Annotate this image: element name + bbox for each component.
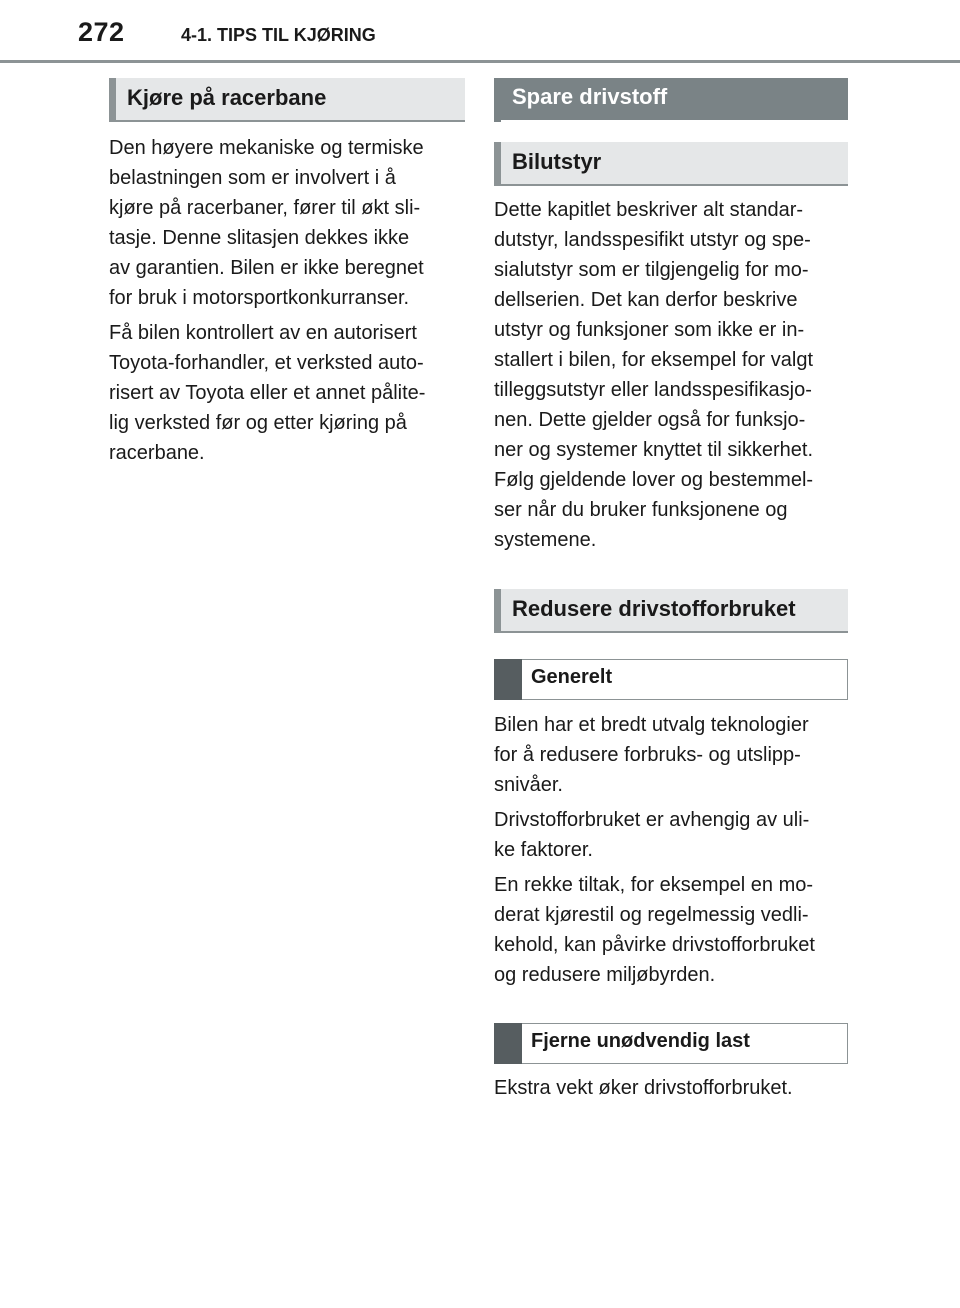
subheading-fjerne-unodvendig-last: Fjerne unødvendig last [494,1023,848,1064]
text-line: snivåer. [494,774,563,796]
text-line: sialutstyr som er tilgjengelig for mo- [494,259,809,281]
text-line: systemene. [494,529,597,551]
text-line: derat kjørestil og regelmessig vedli- [494,904,809,926]
text-line: for bruk i motorsportkonkurranser. [109,287,410,309]
text-line: nen. Dette gjelder også for funksjo- [494,409,806,431]
paragraph-racerbane-1 [109,133,465,313]
text-line: dutstyr, landsspesifikt utstyr og spe- [494,229,811,251]
text-line: av garantien. Bilen er ikke beregnet [109,257,424,279]
section-heading-bilutstyr: Bilutstyr [494,142,848,186]
text-line: og redusere miljøbyrden. [494,964,716,986]
paragraph-generelt-1 [494,710,848,800]
text-line: Ekstra vekt øker drivstofforbruket. [494,1077,793,1099]
text-line: belastningen som er involvert i å [109,167,396,189]
text-line: utstyr og funksjoner som ikke er in- [494,319,805,341]
text-line: Bilen har et bredt utvalg teknologier [494,714,809,736]
section-heading-spare-drivstoff: Spare drivstoff [494,78,848,120]
text-line: Få bilen kontrollert av en autorisert [109,322,417,344]
text-line: racerbane. [109,442,205,464]
paragraph-generelt-2 [494,805,848,865]
left-column [109,78,465,468]
page-number: 272 [78,17,125,47]
page-header [0,0,960,64]
text-line: ner og systemer knyttet til sikkerhet. [494,439,814,461]
paragraph-fjerne [494,1073,848,1103]
text-line: ser når du bruker funksjonene og [494,499,788,521]
text-line: Dette kapitlet beskriver alt standar- [494,199,804,221]
text-line: Toyota-forhandler, et verksted auto- [109,352,424,374]
text-line: kjøre på racerbaner, fører til økt sli- [109,197,421,219]
chapter-title: 4-1. TIPS TIL KJØRING [181,25,376,45]
text-line: lig verksted før og etter kjøring på [109,412,407,434]
section-heading-redusere-drivstofforbruket: Redusere drivstofforbruket [494,589,848,633]
text-line: Den høyere mekaniske og termiske [109,137,424,159]
text-line: dellserien. Det kan derfor beskrive [494,289,798,311]
header-divider [0,60,960,63]
text-line: for å redusere forbruks- og utslipp- [494,744,801,766]
text-line: tasje. Denne slitasjen dekkes ikke [109,227,410,249]
right-column [494,78,848,1103]
paragraph-racerbane-2 [109,318,465,468]
text-line: ke faktorer. [494,839,593,861]
paragraph-generelt-3 [494,870,848,990]
text-line: Drivstofforbruket er avhengig av uli- [494,809,810,831]
subheading-generelt: Generelt [494,659,848,700]
section-heading-racerbane: Kjøre på racerbane [109,78,465,122]
text-line: tilleggsutstyr eller landsspesifikasjo- [494,379,812,401]
text-line: En rekke tiltak, for eksempel en mo- [494,874,814,896]
text-line: kehold, kan påvirke drivstofforbruket [494,934,815,956]
text-line: Følg gjeldende lover og bestemmel- [494,469,814,491]
text-line: stallert i bilen, for eksempel for valgt [494,349,814,371]
text-line: risert av Toyota eller et annet pålite- [109,382,426,404]
paragraph-bilutstyr [494,195,848,555]
